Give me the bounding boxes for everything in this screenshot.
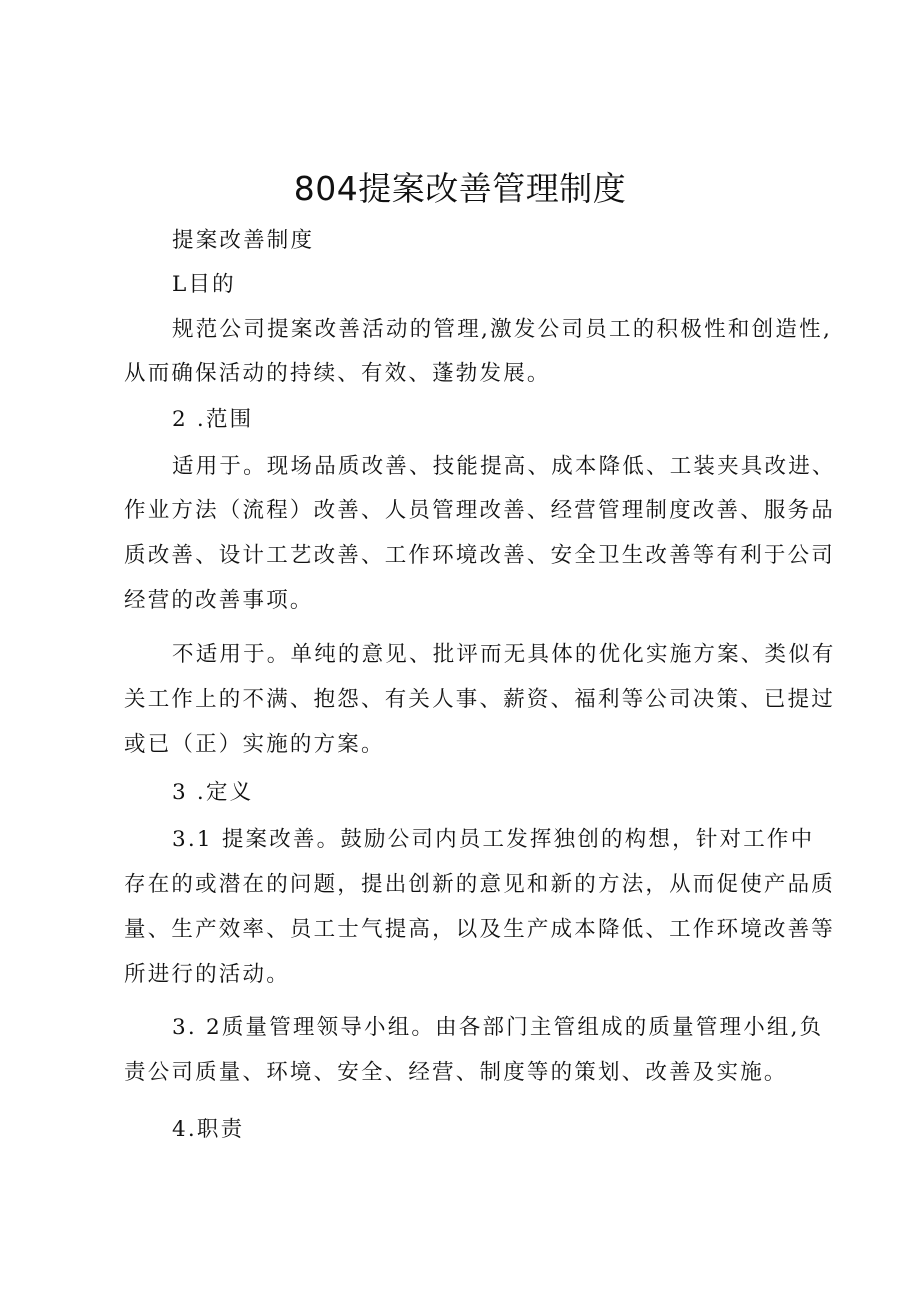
paragraph-line: 存在的或潜在的问题，提出创新的意见和新的方法，从而促使产品质 [124,872,836,897]
paragraph-line: 适用于。现场品质改善、技能提高、成本降低、工装夹具改进、 [172,454,836,479]
paragraph-line: 不适用于。单纯的意见、批评而无具体的优化实施方案、类似有 [172,642,836,667]
paragraph-line: 质改善、设计工艺改善、工作环境改善、安全卫生改善等有利于公司 [124,543,836,568]
paragraph-line: 关工作上的不满、抱怨、有关人事、薪资、福利等公司决策、已提过 [124,687,836,712]
doc-subtitle: 提案改善制度 [172,228,315,253]
paragraph-line: 从而确保活动的持续、有效、蓬勃发展。 [124,361,551,386]
section-heading-purpose: L目的 [172,272,236,297]
paragraph-line: 经营的改善事项。 [124,588,314,613]
paragraph-line: 作业方法（流程）改善、人员管理改善、经营管理制度改善、服务品 [124,498,836,523]
paragraph-line: 规范公司提案改善活动的管理,激发公司员工的积极性和创造性, [172,317,832,342]
paragraph-line: 3.1 提案改善。鼓励公司内员工发挥独创的构想，针对工作中 [172,827,815,852]
section-heading-responsibility: 4.职责 [172,1117,245,1142]
paragraph-line: 或已（正）实施的方案。 [124,732,385,757]
paragraph-line: 责公司质量、环境、安全、经营、制度等的策划、改善及实施。 [124,1060,788,1085]
paragraph-line: 量、生产效率、员工士气提高，以及生产成本降低、工作环境改善等 [124,917,836,942]
document-title: 804提案改善管理制度 [293,169,627,208]
section-heading-scope: 2 .范围 [172,407,254,432]
paragraph-line: 3. 2质量管理领导小组。由各部门主管组成的质量管理小组,负 [172,1015,824,1040]
section-heading-definition: 3 .定义 [172,780,254,805]
paragraph-line: 所进行的活动。 [124,962,290,987]
